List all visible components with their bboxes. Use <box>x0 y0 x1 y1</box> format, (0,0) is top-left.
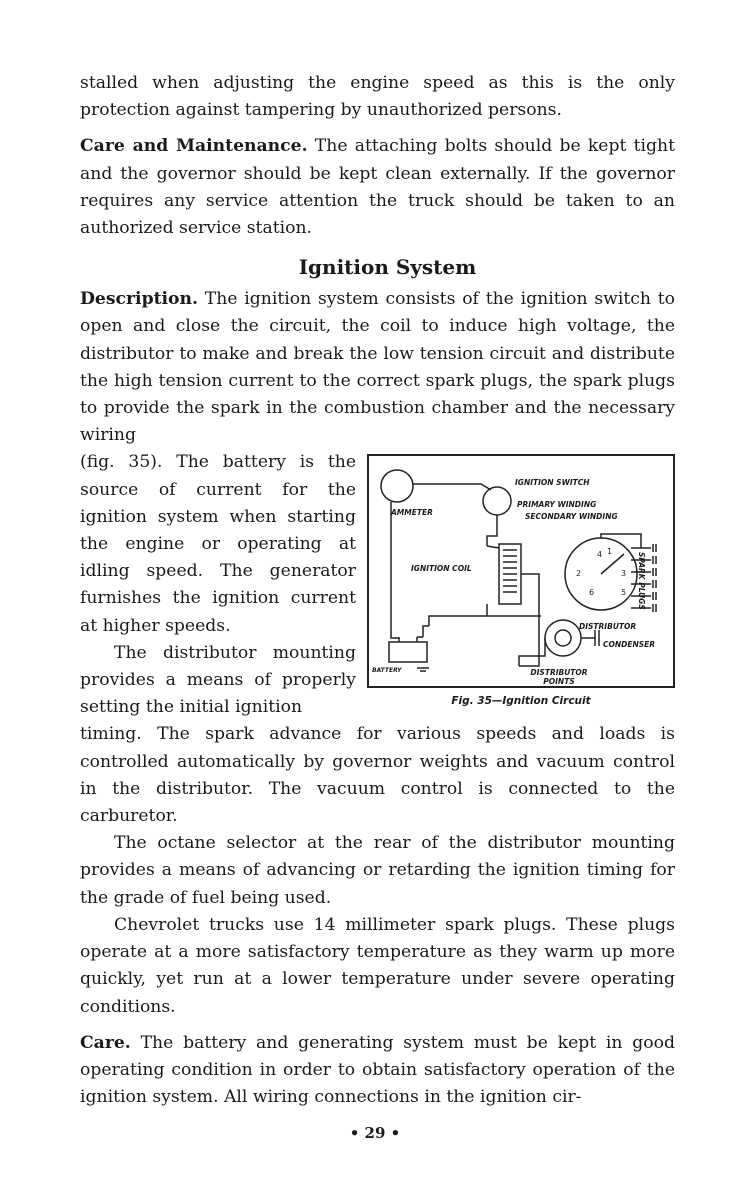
ammeter-symbol <box>381 470 413 502</box>
description-paragraph-wrap: (fig. 35). The battery is the source of current for the ignition system when starting the engine or operating at idling speed. The generator furnishes the ignition current at higher speeds. <box>80 452 356 636</box>
description-text: The ignition system consists of the ignition switch to open and close the circuit, the coil to induce high voltage, the distributor to make and break the low tension circuit and distribute the high tension current to the correct spark plugs, the spark plugs to provide the spark in the combustion chamber and the necessary wiring <box>80 289 675 446</box>
care-maintenance-paragraph <box>80 133 675 242</box>
terminal-4: 4 <box>597 550 603 560</box>
wire-ammeter-battery <box>391 502 399 638</box>
label-primary-winding: PRIMARY WINDING <box>517 500 597 510</box>
mounting-paragraph-full: timing. The spark advance for various speeds and loads is controlled automatically by governor weights and vacuum control in the distributor. The vacuum control is connected to the carburetor. <box>80 724 675 827</box>
battery-symbol <box>389 642 427 662</box>
label-ignition-coil: IGNITION COIL <box>411 564 472 574</box>
description-paragraph-top <box>80 286 675 449</box>
label-ignition-switch: IGNITION SWITCH <box>515 478 590 488</box>
terminal-6: 6 <box>589 588 595 598</box>
label-secondary-winding: SECONDARY WINDING <box>525 512 618 522</box>
care-maintenance-text: The attaching bolts should be kept tight and the governor should be kept clean externally. If the governor requires any service attention the truck should be taken to an authorized service station. <box>80 136 675 239</box>
care-text: The battery and generating system must be kept in good operating condition in order to obtain satisfactory operation of the ignition system. All wiring connections in the ignition cir- <box>80 1032 675 1108</box>
wire-coil-distributor <box>519 574 539 666</box>
label-spark-plugs: SPARK PLUGS <box>637 552 646 611</box>
wire-switch-coil <box>487 515 497 546</box>
ignition-switch-symbol <box>483 487 511 515</box>
care-heading: Care. <box>80 1032 131 1053</box>
page-body <box>80 70 675 1111</box>
label-battery: BATTERY <box>372 667 402 675</box>
label-distributor-points: DISTRIBUTOR POINTS <box>530 668 588 687</box>
care-paragraph <box>80 1030 675 1112</box>
label-condenser: CONDENSER <box>603 640 656 650</box>
wrapped-text-column <box>80 449 356 721</box>
mounting-paragraph-wrap: The distributor mounting provides a means of properly setting the initial ignition <box>80 642 356 718</box>
plugs-paragraph: Chevrolet trucks use 14 millimeter spark plugs. These plugs operate at a more satisfactory temperature as they warm up more quickly, yet run at a lower temperature under severe operating conditions. <box>80 914 675 1017</box>
distributor-points-symbol <box>545 620 581 656</box>
terminal-1: 1 <box>607 547 613 557</box>
octane-paragraph: The octane selector at the rear of the distributor mounting provides a means of advancing or retarding the ignition timing for the grade of fuel being used. <box>80 833 675 908</box>
page-number: • 29 • <box>349 1124 401 1142</box>
figure-caption: Fig. 35—Ignition Circuit <box>451 695 591 708</box>
label-ammeter: AMMETER <box>391 508 433 518</box>
terminal-3: 3 <box>621 569 627 579</box>
ignition-circuit-figure <box>367 454 675 688</box>
description-heading: Description. <box>80 289 198 310</box>
label-distributor: DISTRIBUTOR <box>579 622 637 632</box>
wire-ammeter-switch <box>413 484 491 490</box>
section-title: Ignition System <box>298 255 477 280</box>
terminal-2: 2 <box>576 569 582 579</box>
care-maintenance-heading: Care and Maintenance. <box>80 136 308 157</box>
intro-paragraph: stalled when adjusting the engine speed as this is the only protection against tampering by unauthorized persons. <box>80 73 675 121</box>
terminal-5: 5 <box>621 588 627 598</box>
